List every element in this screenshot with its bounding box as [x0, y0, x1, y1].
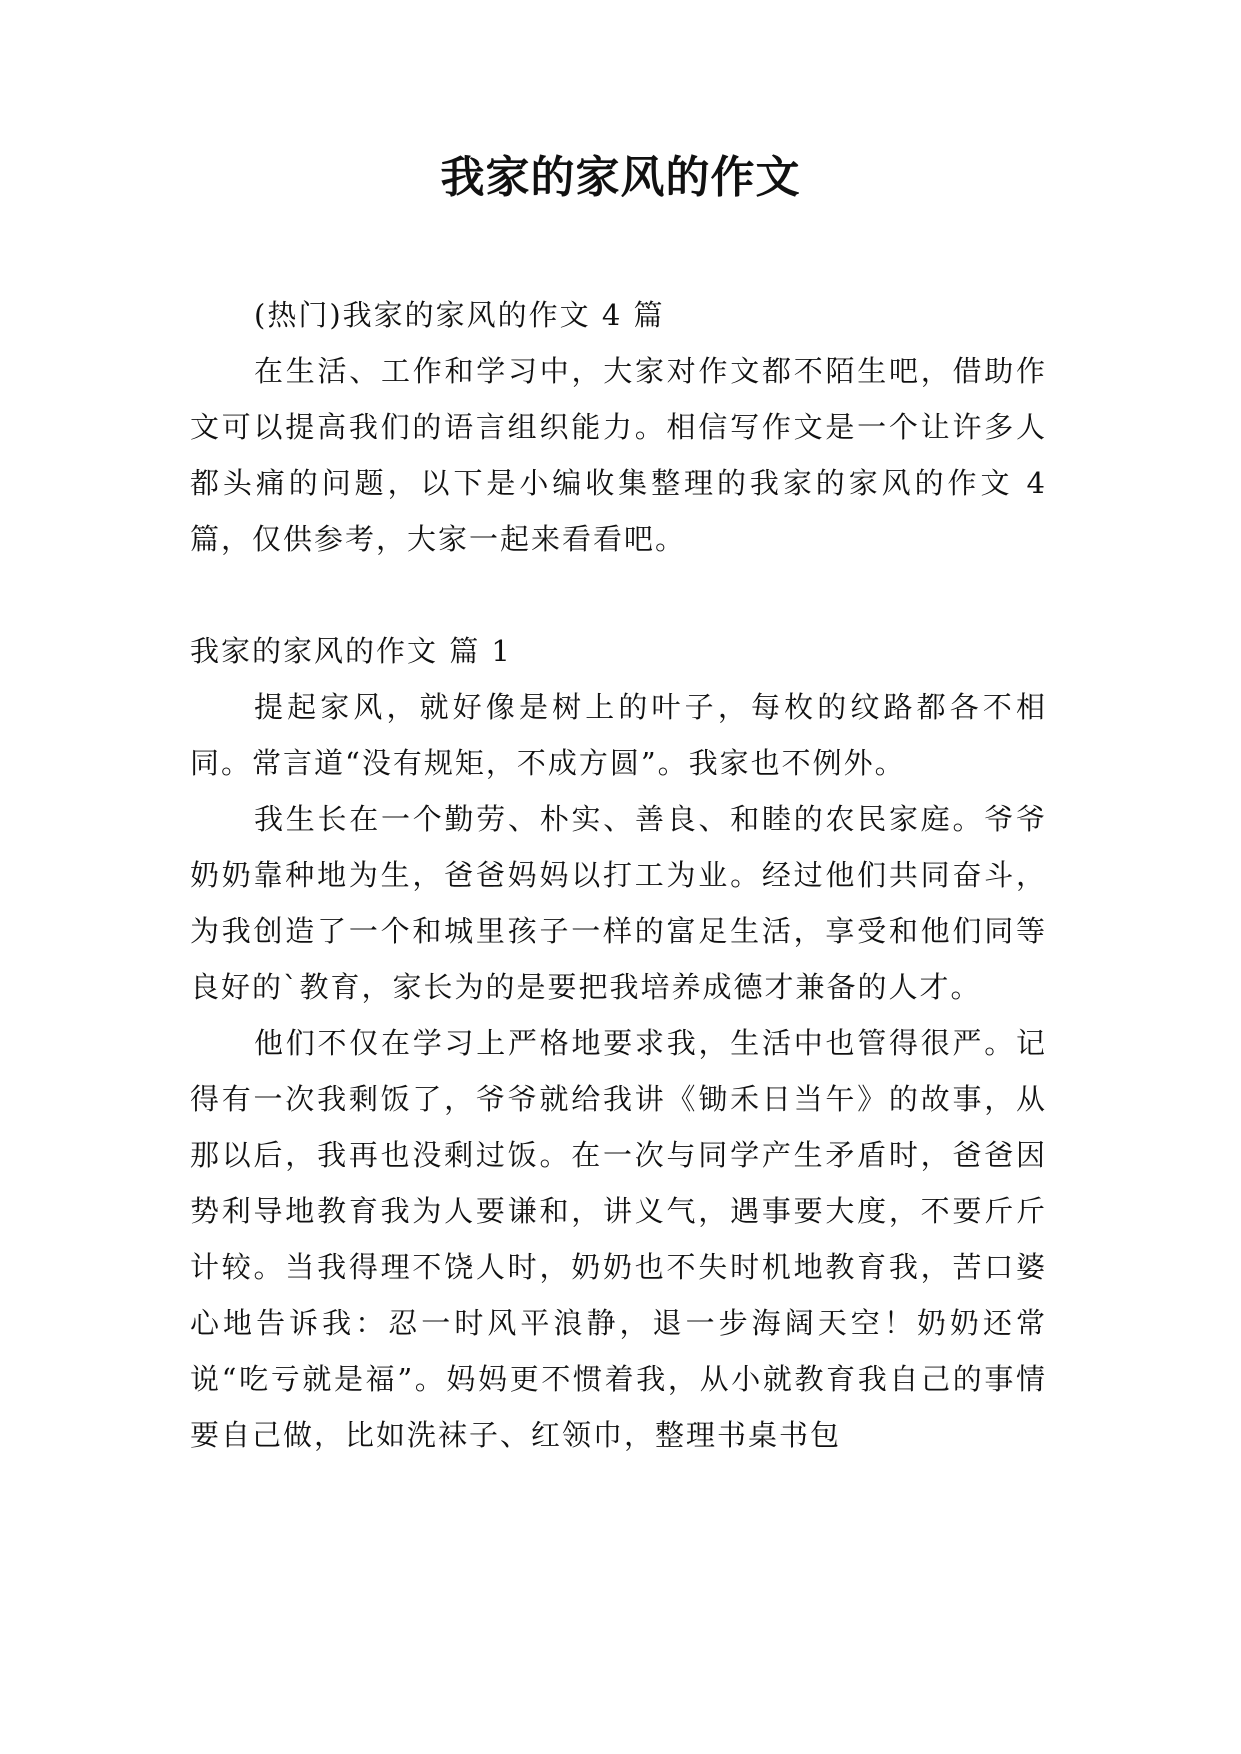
document-title: 我家的家风的作文 [440, 152, 801, 203]
section-heading: 我家的家风的作文 篇 1 [190, 634, 512, 668]
body-paragraph: 提起家风，就好像是树上的叶子，每枚的纹路都各不相同。常言道“没有规矩，不成方圆”。我家也不例外。 [190, 690, 1047, 780]
intro-line: (热门)我家的家风的作文 4 篇 [254, 298, 665, 332]
document-body [190, 287, 1047, 1463]
intro-paragraph: 在生活、工作和学习中，大家对作文都不陌生吧，借助作文可以提高我们的语言组织能力。相信写作文是一个让许多人都头痛的问题，以下是小编收集整理的我家的家风的作文 4 篇，仅供参考，大家一起来看看吧。 [190, 354, 1047, 556]
body-paragraph: 他们不仅在学习上严格地要求我，生活中也管得很严。记得有一次我剩饭了，爷爷就给我讲《锄禾日当午》的故事，从那以后，我再也没剩过饭。在一次与同学产生矛盾时，爸爸因势利导地教育我为人要谦和，讲义气，遇事要大度，不要斤斤计较。当我得理不饶人时，奶奶也不失时机地教育我，苦口婆心地告诉我：忍一时风平浪静，退一步海阔天空！奶奶还常说“吃亏就是福”。妈妈更不惯着我，从小就教育我自己的事情要自己做，比如洗袜子、红领巾，整理书桌书包 [190, 1026, 1047, 1452]
body-paragraph: 我生长在一个勤劳、朴实、善良、和睦的农民家庭。爷爷奶奶靠种地为生，爸爸妈妈以打工为业。经过他们共同奋斗，为我创造了一个和城里孩子一样的富足生活，享受和他们同等良好的`教育，家长为的是要把我培养成德才兼备的人才。 [190, 802, 1047, 1004]
